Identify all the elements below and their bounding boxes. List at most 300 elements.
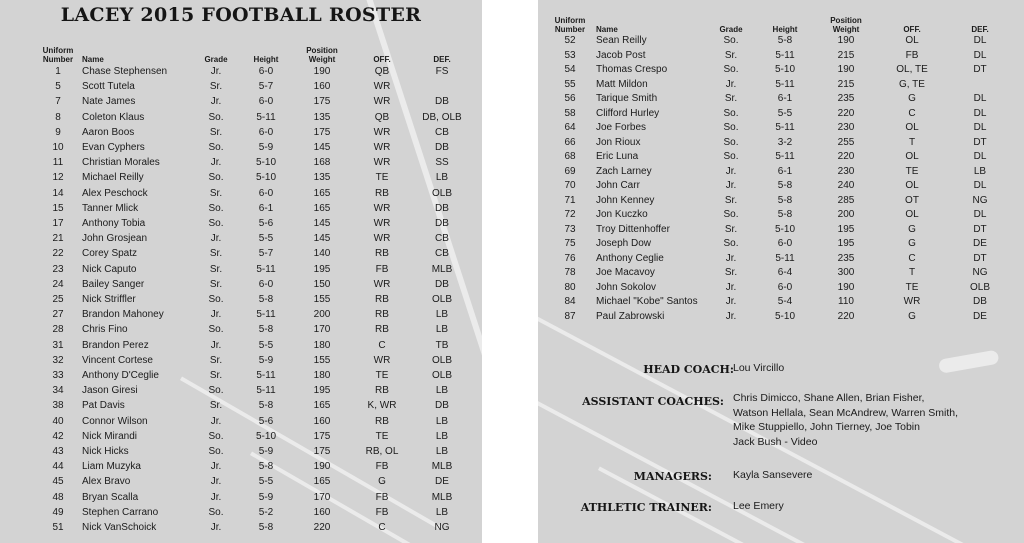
uniform-number: 53 [564, 49, 576, 61]
grade: So. [723, 238, 739, 249]
height: 5-9 [258, 491, 274, 503]
height: 5-8 [258, 324, 274, 336]
header-offense: OFF. [373, 55, 391, 64]
defense-position: DT [973, 223, 987, 235]
grade: So. [208, 430, 224, 442]
grade: Jr. [725, 281, 737, 293]
page-title: LACEY 2015 FOOTBALL ROSTER [60, 4, 422, 26]
height: 6-4 [777, 267, 793, 278]
offense-position: WR [373, 278, 391, 290]
uniform-number: 48 [52, 491, 64, 503]
player-name: John Kenney [596, 194, 655, 206]
defense-position: DE [973, 238, 987, 249]
weight: 175 [313, 430, 331, 442]
grade: Sr. [209, 187, 223, 199]
height: 5-11 [775, 151, 795, 162]
player-name: Nick Hicks [82, 446, 129, 458]
table-row [34, 444, 472, 459]
defense-position: LB [435, 309, 449, 321]
height: 5-9 [258, 446, 274, 458]
weight: 140 [313, 248, 331, 260]
weight: 255 [837, 136, 855, 148]
grade: So. [208, 142, 224, 154]
weight: 195 [313, 385, 331, 397]
defense-position: LB [435, 415, 449, 427]
offense-position: G [908, 223, 916, 235]
defense-position: DB [435, 278, 449, 290]
table-row [34, 353, 472, 368]
table-row [34, 170, 472, 185]
uniform-number: 31 [52, 339, 64, 351]
grade: Jr. [210, 233, 222, 245]
height: 5-7 [258, 81, 274, 93]
defense-position: LB [435, 446, 449, 458]
table-row [34, 368, 472, 383]
table-row [544, 266, 1014, 281]
uniform-number: 38 [52, 400, 64, 412]
uniform-number: 64 [564, 122, 576, 133]
height: 5-10 [255, 157, 276, 169]
header-name: Name [82, 55, 104, 64]
table-row [34, 338, 472, 353]
weight: 155 [313, 294, 331, 306]
table-row [544, 237, 1014, 252]
weight: 215 [837, 49, 855, 61]
offense-position: RB [375, 248, 389, 260]
height: 5-11 [256, 111, 276, 123]
managers-name: Kayla Sansevere [733, 469, 813, 481]
height: 6-0 [258, 278, 274, 290]
uniform-number: 78 [564, 267, 576, 278]
offense-position: TE [375, 172, 389, 184]
grade: Jr. [725, 252, 737, 264]
height: 5-8 [258, 461, 274, 473]
height: 5-8 [777, 194, 793, 206]
uniform-number: 75 [564, 238, 576, 249]
header-offense: OFF. [903, 25, 921, 34]
height: 5-5 [258, 233, 274, 245]
height: 6-0 [258, 96, 274, 108]
weight: 190 [313, 66, 331, 77]
height: 5-8 [777, 180, 793, 191]
height: 5-10 [774, 64, 795, 75]
height: 6-0 [258, 126, 274, 138]
offense-position: RB [375, 324, 389, 336]
uniform-number: 10 [52, 142, 64, 154]
defense-position: DE [435, 476, 449, 488]
uniform-number: 22 [52, 248, 64, 260]
uniform-number: 49 [52, 506, 64, 518]
weight: 155 [313, 354, 331, 366]
roster-table [544, 8, 1014, 324]
grade: Sr. [209, 248, 223, 260]
roster-body [544, 34, 1014, 324]
table-row [34, 94, 472, 109]
grade: So. [208, 218, 224, 230]
header-number: Uniform Number [42, 46, 74, 64]
player-name: Chase Stephensen [82, 66, 168, 77]
height: 5-11 [256, 385, 276, 397]
defense-position: OLB [431, 354, 452, 366]
offense-position: C [378, 522, 386, 534]
player-name: Anthony Ceglie [596, 252, 664, 264]
offense-position: OT [905, 194, 919, 206]
assistant-coaches-list [733, 391, 958, 449]
table-row [34, 398, 472, 413]
grade: So. [208, 202, 224, 214]
defense-position: OLB [431, 370, 452, 382]
uniform-number: 66 [564, 136, 576, 148]
height: 5-5 [258, 476, 274, 488]
player-name: Nick VanSchoick [82, 522, 157, 534]
table-row [544, 194, 1014, 209]
table-row [34, 277, 472, 292]
roster-body [34, 64, 472, 535]
offense-position: FB [905, 49, 919, 61]
height: 5-11 [256, 263, 276, 275]
grade: Jr. [210, 309, 222, 321]
offense-position: WR [373, 126, 391, 138]
uniform-number: 42 [52, 430, 64, 442]
weight: 235 [837, 93, 855, 104]
offense-position: WR [373, 354, 391, 366]
grade: Sr. [209, 278, 223, 290]
weight: 165 [313, 400, 331, 412]
offense-position: WR [373, 218, 391, 230]
roster-table [34, 40, 472, 535]
header-grade: Grade [204, 55, 228, 64]
grade: Sr. [209, 370, 223, 382]
managers-label: MANAGERS: [633, 470, 712, 483]
uniform-number: 54 [564, 64, 576, 75]
table-row [544, 136, 1014, 151]
weight: 230 [837, 122, 855, 133]
uniform-number: 34 [52, 385, 64, 397]
weight: 220 [837, 151, 855, 162]
offense-position: WR [373, 142, 391, 154]
table-row [544, 208, 1014, 223]
player-name: Jason Giresi [82, 385, 138, 397]
weight: 195 [837, 238, 855, 249]
weight: 200 [313, 309, 331, 321]
player-name: Scott Tutela [82, 81, 135, 93]
uniform-number: 1 [55, 66, 61, 77]
defense-position: MLB [431, 491, 453, 503]
defense-position: LB [435, 172, 449, 184]
weight: 170 [313, 324, 331, 336]
uniform-number: 87 [564, 310, 576, 322]
offense-position: OL [905, 35, 919, 46]
uniform-number: 80 [564, 281, 576, 293]
height: 5-10 [255, 172, 276, 184]
player-name: Joe Macavoy [596, 267, 655, 278]
assistant-coaches-label: ASSISTANT COACHES: [582, 395, 724, 408]
defense-position: LB [435, 506, 449, 518]
table-row [34, 155, 472, 170]
offense-position: WR [373, 233, 391, 245]
head-coach-name: Lou Vircillo [733, 362, 785, 374]
weight: 190 [837, 64, 855, 75]
defense-position: DL [973, 209, 987, 220]
height: 6-0 [777, 238, 793, 249]
grade: Jr. [210, 476, 222, 488]
defense-position: MLB [431, 461, 453, 473]
table-row [544, 107, 1014, 122]
uniform-number: 12 [52, 172, 64, 184]
uniform-number: 72 [564, 209, 576, 220]
offense-position: K, WR [367, 400, 397, 412]
table-row [34, 110, 472, 125]
head-coach-label: HEAD COACH: [643, 363, 734, 376]
grade: Jr. [725, 165, 737, 177]
player-name: Nick Striffler [82, 294, 136, 306]
player-name: Eric Luna [596, 151, 639, 162]
player-name: Evan Cyphers [82, 142, 145, 154]
grade: Sr. [209, 263, 223, 275]
player-name: Bailey Sanger [82, 278, 145, 290]
uniform-number: 69 [564, 165, 576, 177]
grade: Sr. [209, 81, 223, 93]
grade: Sr. [724, 194, 738, 206]
weight: 160 [313, 81, 331, 93]
player-name: John Carr [596, 180, 640, 191]
assistant-coaches-line: Watson Hellala, Sean McAndrew, Warren Smith, [733, 406, 959, 419]
player-name: Pat Davis [82, 400, 125, 412]
weight: 175 [313, 126, 331, 138]
uniform-number: 55 [564, 78, 576, 90]
roster-page-left [0, 0, 482, 543]
defense-position: NG [972, 194, 988, 206]
offense-position: WR [373, 157, 391, 169]
grade: So. [723, 151, 739, 162]
defense-position: NG [434, 522, 450, 534]
player-name: Corey Spatz [82, 248, 138, 260]
uniform-number: 43 [52, 446, 64, 458]
offense-position: FB [375, 263, 389, 275]
weight: 220 [837, 310, 855, 322]
defense-position: DB [435, 400, 449, 412]
weight: 300 [837, 267, 855, 278]
table-row [34, 79, 472, 94]
height: 6-0 [258, 66, 274, 77]
uniform-number: 56 [564, 93, 576, 104]
table-row [34, 414, 472, 429]
grade: Jr. [725, 296, 737, 307]
height: 5-10 [774, 310, 795, 322]
uniform-number: 28 [52, 324, 64, 336]
uniform-number: 45 [52, 476, 64, 488]
weight: 240 [837, 180, 855, 191]
player-name: Zach Larney [596, 165, 652, 177]
weight: 135 [313, 111, 331, 123]
table-row [34, 322, 472, 337]
uniform-number: 71 [564, 194, 576, 206]
defense-position: OLB [431, 294, 452, 306]
height: 6-1 [777, 165, 793, 177]
offense-position: QB [374, 66, 390, 77]
table-row [34, 201, 472, 216]
uniform-number: 23 [52, 263, 64, 275]
offense-position: TE [905, 281, 919, 293]
grade: Sr. [724, 49, 738, 61]
grade: So. [208, 294, 224, 306]
height: 5-5 [777, 107, 793, 119]
table-row [544, 310, 1014, 325]
player-name: Matt Mildon [596, 78, 648, 90]
table-row [34, 307, 472, 322]
defense-position: DT [973, 136, 987, 148]
table-row [34, 292, 472, 307]
player-name: Thomas Crespo [596, 64, 668, 75]
player-name: Tanner Mlick [82, 202, 139, 214]
player-name: Christian Morales [82, 157, 160, 169]
grade: So. [208, 324, 224, 336]
offense-position: OL [905, 122, 919, 133]
table-row [544, 150, 1014, 165]
grade: Sr. [724, 267, 738, 278]
defense-position: SS [435, 157, 449, 169]
defense-position: DB, OLB [422, 111, 462, 123]
uniform-number: 9 [55, 126, 61, 138]
weight: 190 [837, 35, 855, 46]
grade: Jr. [210, 461, 222, 473]
table-row [34, 125, 472, 140]
offense-position: C [908, 107, 916, 119]
table-row [34, 383, 472, 398]
player-name: Jon Rioux [596, 136, 641, 148]
offense-position: G, TE [899, 78, 925, 90]
header-weight: Position Weight [830, 16, 862, 34]
player-name: John Grosjean [82, 233, 148, 245]
height: 6-1 [777, 93, 793, 104]
offense-position: TE [905, 165, 919, 177]
defense-position: OLB [969, 281, 990, 293]
uniform-number: 15 [52, 202, 64, 214]
height: 5-6 [258, 218, 274, 230]
grade: So. [723, 64, 739, 75]
height: 6-0 [258, 187, 274, 199]
offense-position: WR [903, 296, 921, 307]
offense-position: RB [375, 309, 389, 321]
player-name: Anthony D'Ceglie [82, 370, 159, 382]
table-row [34, 490, 472, 505]
header-weight: Position Weight [306, 46, 338, 64]
athletic-trainer-label: ATHLETIC TRAINER: [580, 501, 712, 514]
player-name: Brandon Perez [82, 339, 149, 351]
player-name: Liam Muzyka [82, 461, 141, 473]
grade: Jr. [725, 310, 737, 322]
player-name: Clifford Hurley [596, 107, 660, 119]
height: 5-9 [258, 142, 274, 154]
defense-position: DL [973, 122, 987, 133]
uniform-number: 21 [52, 233, 64, 245]
grade: Sr. [724, 93, 738, 104]
player-name: Bryan Scalla [82, 491, 139, 503]
table-row [544, 63, 1014, 78]
uniform-number: 27 [52, 309, 64, 321]
table-row [34, 505, 472, 520]
height: 5-8 [258, 400, 274, 412]
defense-position: LB [435, 430, 449, 442]
player-name: Joe Forbes [596, 122, 647, 133]
defense-position: LB [435, 324, 449, 336]
offense-position: FB [375, 491, 389, 503]
player-name: Alex Bravo [82, 476, 131, 488]
defense-position: OLB [431, 187, 452, 199]
weight: 165 [313, 476, 331, 488]
player-name: Anthony Tobia [82, 218, 146, 230]
offense-position: WR [373, 81, 391, 93]
table-row [544, 179, 1014, 194]
defense-position: DL [973, 49, 987, 61]
height: 5-8 [777, 209, 793, 220]
weight: 220 [837, 107, 855, 119]
defense-position: DB [435, 96, 449, 108]
grade: Sr. [209, 354, 223, 366]
uniform-number: 76 [564, 252, 576, 264]
header-defense: DEF. [971, 25, 989, 34]
table-row [34, 459, 472, 474]
player-name: Sean Reilly [596, 35, 647, 46]
player-name: Paul Zabrowski [596, 310, 665, 322]
uniform-number: 58 [564, 107, 576, 119]
weight: 215 [837, 78, 855, 90]
table-row [34, 262, 472, 277]
uniform-number: 17 [52, 218, 64, 230]
defense-position: CB [435, 233, 449, 245]
grade: So. [723, 107, 739, 119]
grade: Jr. [210, 66, 222, 77]
defense-position: DE [973, 310, 987, 322]
table-row [34, 246, 472, 261]
weight: 165 [313, 187, 331, 199]
table-row [34, 429, 472, 444]
grade: So. [723, 209, 739, 220]
player-name: Alex Peschock [82, 187, 148, 199]
table-row [544, 223, 1014, 238]
athletic-trainer-name: Lee Emery [733, 500, 784, 512]
offense-position: TE [375, 370, 389, 382]
height: 5-11 [775, 122, 795, 133]
grade: So. [208, 111, 224, 123]
weight: 160 [313, 415, 331, 427]
table-row [34, 474, 472, 489]
player-name: Vincent Cortese [82, 354, 153, 366]
weight: 145 [313, 218, 331, 230]
table-row [34, 216, 472, 231]
offense-position: C [378, 339, 386, 351]
table-row [34, 186, 472, 201]
height: 5-9 [258, 354, 274, 366]
defense-position: FS [435, 66, 449, 77]
weight: 175 [313, 446, 331, 458]
defense-position: DL [973, 35, 987, 46]
grade: Sr. [724, 223, 738, 235]
grade: Jr. [210, 522, 222, 534]
weight: 145 [313, 142, 331, 154]
table-row [34, 231, 472, 246]
height: 5-8 [258, 294, 274, 306]
uniform-number: 84 [564, 296, 576, 307]
defense-position: DB [435, 202, 449, 214]
header-name: Name [596, 25, 618, 34]
offense-position: G [908, 238, 916, 249]
height: 5-8 [258, 522, 274, 534]
height: 5-11 [775, 49, 795, 61]
uniform-number: 68 [564, 151, 576, 162]
uniform-number: 32 [52, 354, 64, 366]
defense-position [946, 78, 1014, 93]
